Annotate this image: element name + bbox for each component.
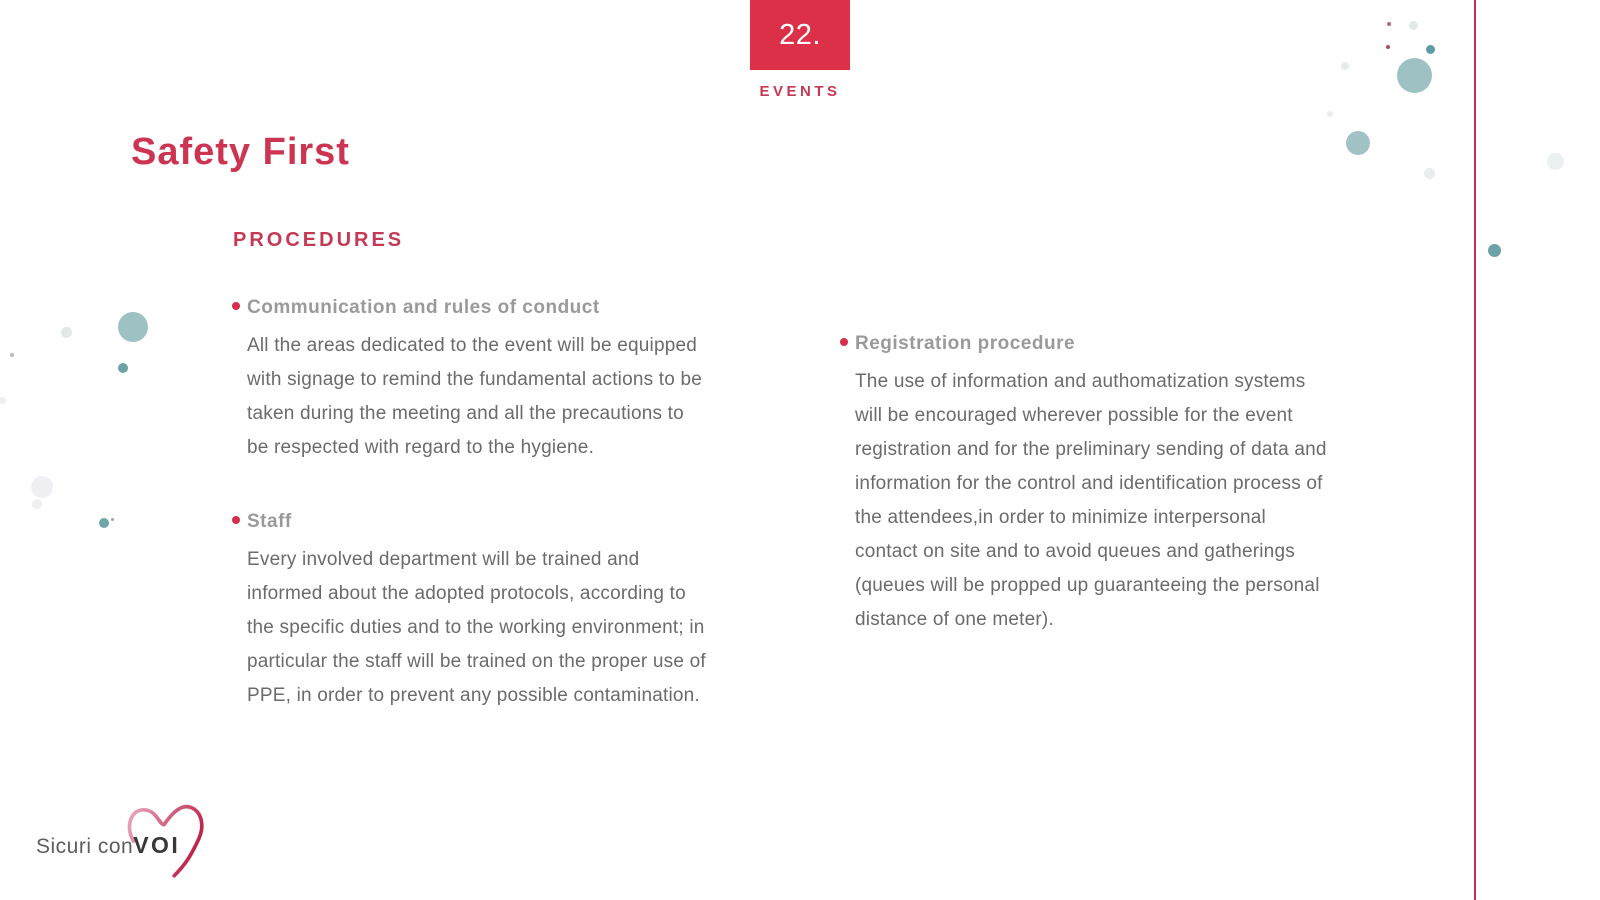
bullet-icon [232,302,240,310]
logo-text [36,832,180,859]
decorative-dot [1426,45,1435,54]
page-title: Safety First [131,131,350,173]
bullet-icon [840,338,848,346]
logo-sicuri-convoi [36,790,236,890]
chapter-badge [750,0,850,70]
bullet-item-staff [232,510,707,713]
decorative-dot [118,312,148,342]
bullet-item-registration [840,332,1332,637]
logo-suffix: VOI [133,832,181,858]
decorative-dot [32,499,42,509]
bullet-heading: Registration procedure [855,333,1076,354]
decorative-dot [1488,244,1501,257]
decorative-dot [99,518,109,528]
vertical-rule [1474,0,1476,900]
bullet-item-communication [232,296,707,465]
decorative-dot [61,327,72,338]
bullet-heading: Communication and rules of conduct [247,297,600,318]
bullet-icon [232,516,240,524]
decorative-dot [1327,111,1333,117]
logo-prefix: Sicuri con [36,835,134,858]
decorative-dot [10,353,14,357]
chapter-number: 22. [779,18,821,51]
decorative-dot [1387,22,1391,26]
decorative-dot [1341,62,1349,70]
section-heading: PROCEDURES [233,229,405,251]
bullet-body: All the areas dedicated to the event will be equipped with signage to remind the fundamental actions to be taken during the meeting and all the precautions to be respected with regard to the hygiene. [247,335,703,458]
decorative-dot [0,397,6,404]
decorative-dot [1547,153,1564,170]
decorative-dot [1397,58,1432,93]
bullet-body: Every involved department will be trained and informed about the adopted protocols, according to the specific duties and to the working environment; in particular the staff will be trained on the proper use of PPE, in order to prevent any possible contamination. [247,549,706,706]
decorative-dot [118,363,128,373]
decorative-dot [31,476,53,498]
bullet-body: The use of information and authomatization systems will be encouraged wherever possible for the event registration and for the preliminary sending of data and information for the control and identification process of the attendees,in order to minimize interpersonal contact on site and to avoid queues and gatherings (queues will be propped up guaranteeing the personal distance of one meter). [855,371,1327,630]
decorative-dot [1346,131,1370,155]
chapter-label: EVENTS [759,83,841,100]
bullet-heading: Staff [247,511,292,532]
decorative-dot [1386,45,1390,49]
decorative-dot [1424,168,1435,179]
decorative-dot [111,518,114,521]
decorative-dot [1409,21,1418,30]
